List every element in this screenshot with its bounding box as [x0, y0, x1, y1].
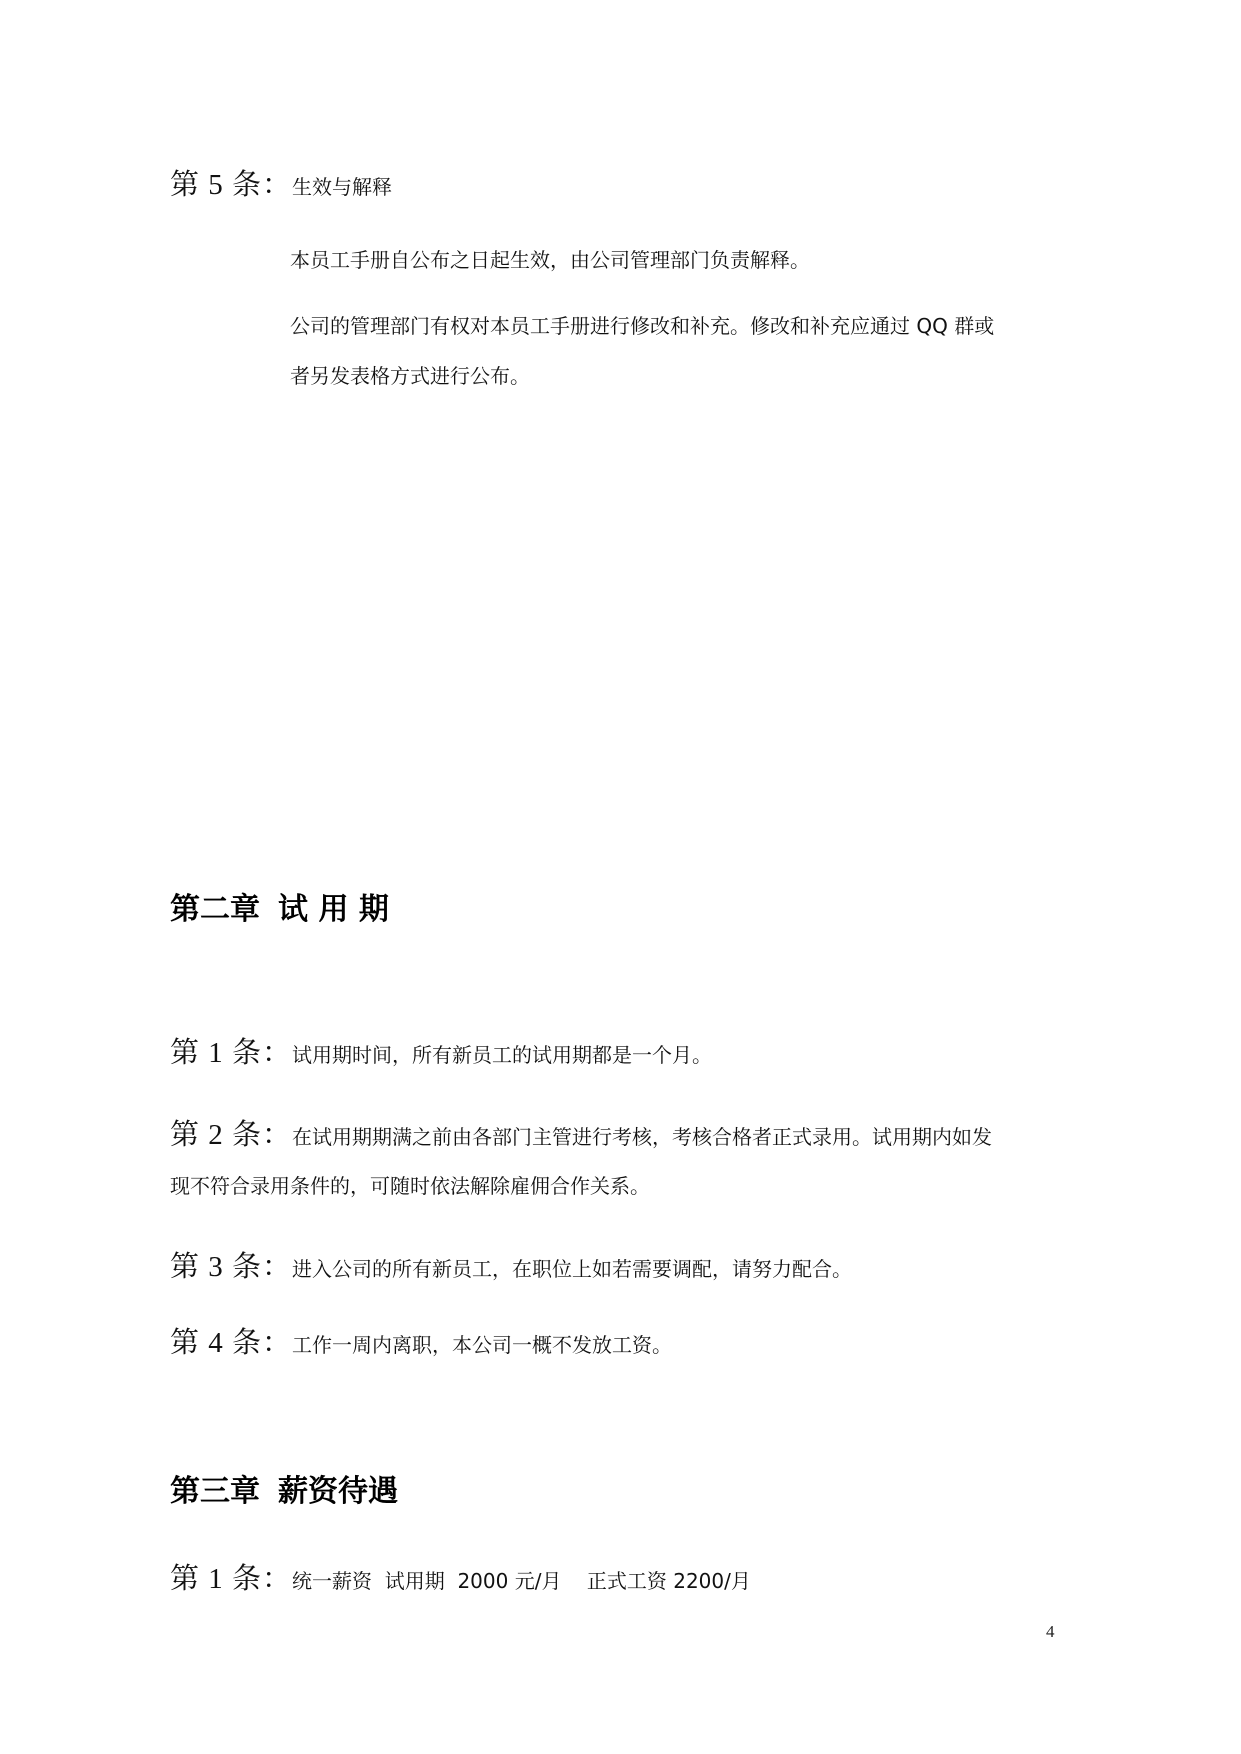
- chapter-name: 薪资待遇: [278, 1474, 398, 1509]
- article-text: 工作一周内离职，本公司一概不发放工资。: [292, 1333, 673, 1357]
- article-text: 统一薪资 试用期 2000 元/月 正式工资 2200/月: [292, 1569, 751, 1593]
- chapter-2-article-2-continuation: 现不符合录用条件的，可随时依法解除雇佣合作关系。: [170, 1174, 650, 1198]
- article-label: 第 3 条：: [170, 1251, 293, 1283]
- chapter-2-article-4: [170, 1320, 672, 1361]
- page-number: 4: [1046, 1622, 1055, 1641]
- chapter-3-article-1: [170, 1556, 751, 1597]
- chapter-name: 试 用 期: [278, 892, 389, 927]
- article-5-paragraph-2-line-1: 公司的管理部门有权对本员工手册进行修改和补充。修改和补充应通过 QQ 群或: [290, 314, 995, 338]
- chapter-2-title: [170, 884, 389, 928]
- article-5-heading: [170, 162, 392, 203]
- article-label: 第 1 条：: [170, 1037, 293, 1069]
- article-text: 试用期时间，所有新员工的试用期都是一个月。: [292, 1043, 713, 1067]
- chapter-number: 第三章: [170, 1474, 260, 1509]
- article-5-paragraph-1: 本员工手册自公布之日起生效，由公司管理部门负责解释。: [290, 248, 810, 272]
- article-label: 第 4 条：: [170, 1327, 293, 1359]
- chapter-2-article-1: [170, 1030, 712, 1071]
- chapter-2-article-2: [170, 1112, 992, 1153]
- chapter-2-article-3: [170, 1244, 852, 1285]
- chapter-3-title: [170, 1466, 398, 1510]
- article-label: 第 5 条：: [170, 169, 293, 201]
- article-label: 第 2 条：: [170, 1119, 293, 1151]
- article-text: 在试用期期满之前由各部门主管进行考核，考核合格者正式录用。试用期内如发: [292, 1125, 993, 1149]
- article-5-paragraph-2-line-2: 者另发表格方式进行公布。: [290, 364, 530, 388]
- article-title: 生效与解释: [292, 175, 393, 199]
- chapter-number: 第二章: [170, 892, 260, 927]
- article-text: 进入公司的所有新员工，在职位上如若需要调配，请努力配合。: [292, 1257, 853, 1281]
- article-label: 第 1 条：: [170, 1563, 293, 1595]
